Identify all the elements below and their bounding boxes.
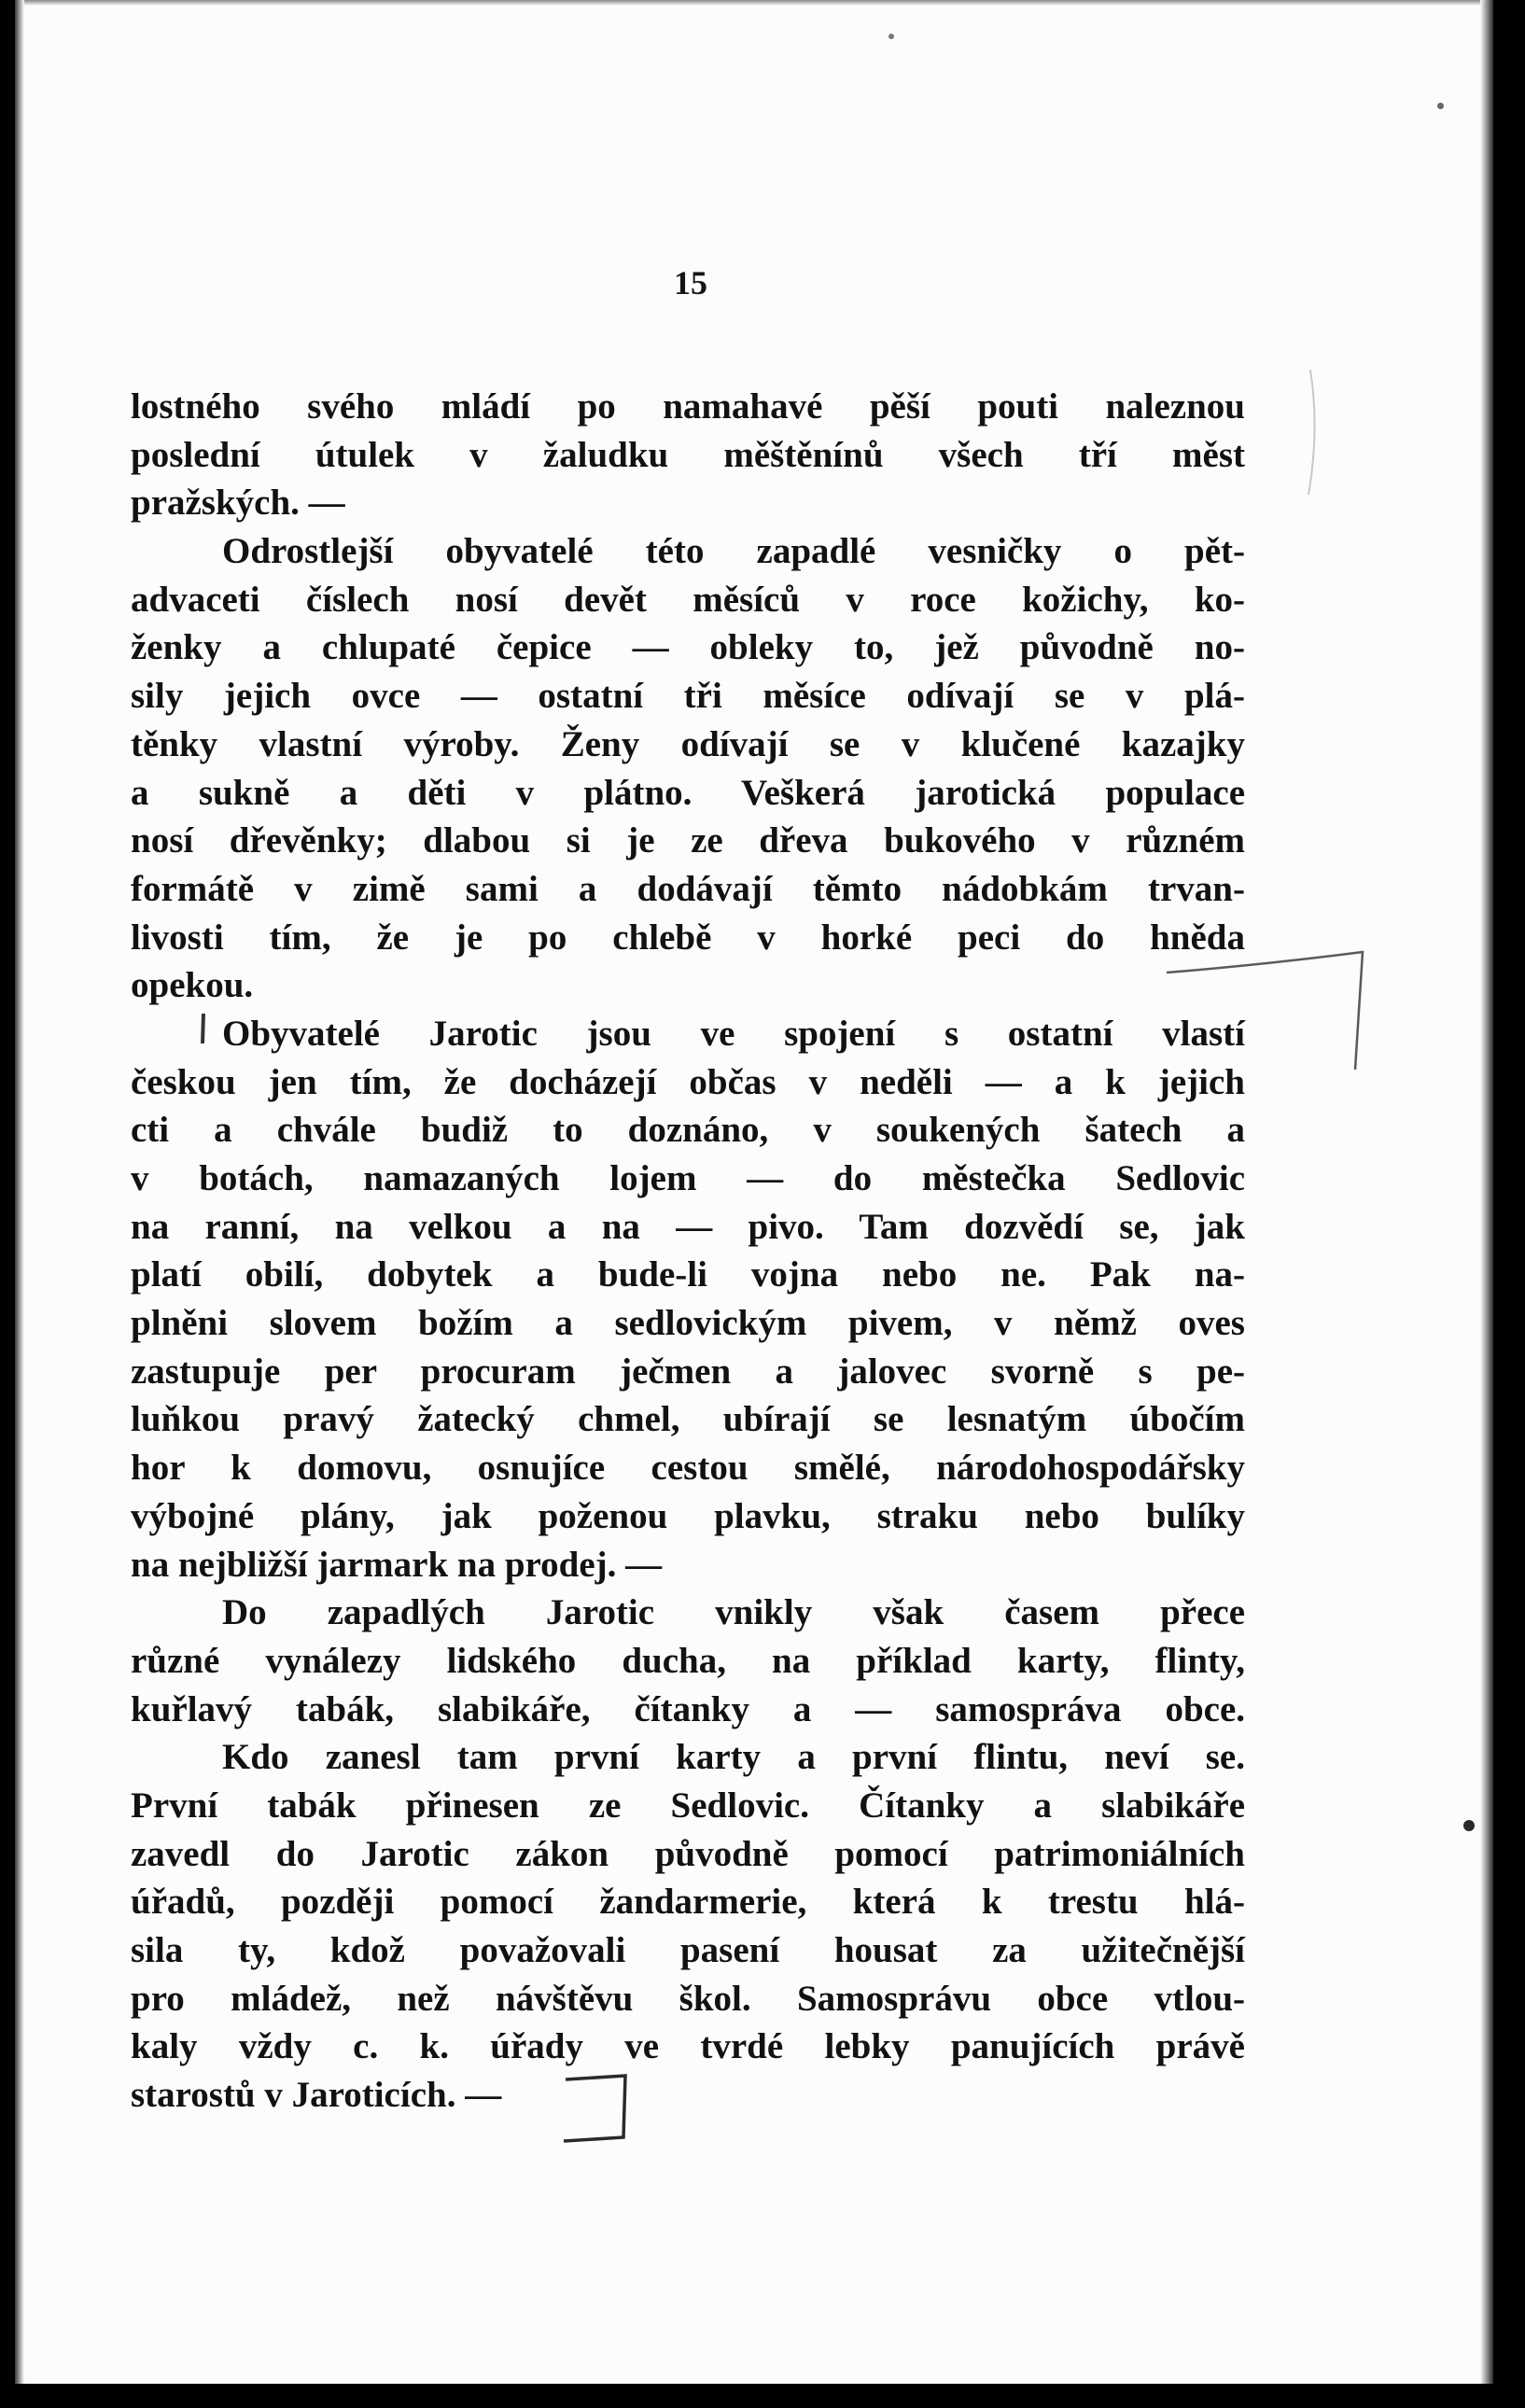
body-text — [131, 383, 1245, 2120]
scan-right-shadow — [1480, 0, 1493, 2408]
scan-speck — [888, 34, 894, 39]
text-line: sila ty, kdož považovali pasení housat za užitečnější — [131, 1930, 1245, 1970]
text-line: Do zapadlých Jarotic vnikly však časem přece — [222, 1592, 1245, 1633]
text-line: nosí dřevěnky; dlabou si je ze dřeva bukového v různém — [131, 820, 1245, 861]
text-line: sily jejich ovce — ostatní tři měsíce odívají se v plá- — [131, 676, 1245, 717]
scan-left-border — [0, 0, 15, 2408]
text-line: Obyvatelé Jarotic jsou ve spojení s ostatní vlastí — [222, 1013, 1245, 1054]
text-line: platí obilí, dobytek a bude-li vojna nebo ne. Pak na- — [131, 1254, 1245, 1295]
text-line: lostného svého mládí po namahavé pěší pouti naleznou — [131, 386, 1245, 427]
text-line: hor k domovu, osnujíce cestou smělé, národohospodářsky — [131, 1448, 1245, 1489]
scan-speck — [1463, 1820, 1475, 1831]
page-number: 15 — [674, 264, 707, 301]
text-line: plněni slovem božím a sedlovickým pivem, v němž oves — [131, 1303, 1245, 1344]
text-line: výbojné plány, jak poženou plavku, straku nebo bulíky — [131, 1495, 1245, 1536]
text-line: kuřlavý tabák, slabikáře, čítanky a — samospráva obce. — [131, 1688, 1245, 1729]
text-line: formátě v zimě sami a dodávají těmto nádobkám trvan- — [131, 868, 1245, 909]
text-line: ženky a chlupaté čepice — obleky to, jež původně no- — [131, 627, 1245, 668]
text-line: českou jen tím, že docházejí občas v neděli — a k jejich — [131, 1061, 1245, 1102]
text-line: Kdo zanesl tam první karty a první flintu, neví se. — [222, 1737, 1245, 1778]
text-line: těnky vlastní výroby. Ženy odívají se v klučené kazajky — [131, 723, 1245, 764]
text-line: zastupuje per procuram ječmen a jalovec svorně s pe- — [131, 1351, 1245, 1392]
scan-top-shadow — [0, 0, 1525, 6]
text-line: První tabák přinesen ze Sedlovic. Čítanky a slabikáře — [131, 1785, 1245, 1826]
text-line: různé vynálezy lidského ducha, na příklad karty, flinty, — [131, 1640, 1245, 1681]
scan-left-shadow — [15, 0, 24, 2408]
text-line: zavedl do Jarotic zákon původně pomocí patrimoniálních — [131, 1833, 1245, 1874]
text-line: kaly vždy c. k. úřady ve tvrdé lebky panujících právě — [131, 2026, 1245, 2067]
text-line: v botách, namazaných lojem — do městečka Sedlovic — [131, 1158, 1245, 1198]
text-line: opekou. — [131, 965, 254, 1006]
pencil-mark-margin-right — [1297, 364, 1335, 504]
text-line: pro mládež, než návštěvu škol. Samosprávu obce vtlou- — [131, 1978, 1245, 2019]
text-line: poslední útulek v žaludku měštěnínů všech tří měst — [131, 434, 1245, 475]
scan-bottom-border — [0, 2384, 1525, 2408]
text-line: úřadů, později pomocí žandarmerie, která k trestu hlá- — [131, 1882, 1245, 1923]
text-line: a sukně a děti v plátno. Veškerá jarotická populace — [131, 772, 1245, 813]
text-line: advaceti číslech nosí devět měsíců v roce kožichy, ko- — [131, 579, 1245, 620]
scan-right-border — [1493, 0, 1525, 2408]
text-line: luňkou pravý žatecký chmel, ubírají se lesnatým úbočím — [131, 1399, 1245, 1440]
text-line: Odrostlejší obyvatelé této zapadlé vesničky o pět- — [222, 531, 1245, 572]
text-line: na ranní, na velkou a na — pivo. Tam dozvědí se, jak — [131, 1206, 1245, 1247]
text-line: starostů v Jaroticích. — — [131, 2075, 502, 2116]
text-line: cti a chvále budiž to doznáno, v soukených šatech a — [131, 1110, 1245, 1151]
text-line: pražských. — — [131, 483, 345, 524]
text-line: na nejbližší jarmark na prodej. — — [131, 1544, 663, 1585]
text-line: livosti tím, že je po chlebě v horké peci do hněda — [131, 917, 1245, 958]
scan-speck — [1437, 103, 1444, 109]
